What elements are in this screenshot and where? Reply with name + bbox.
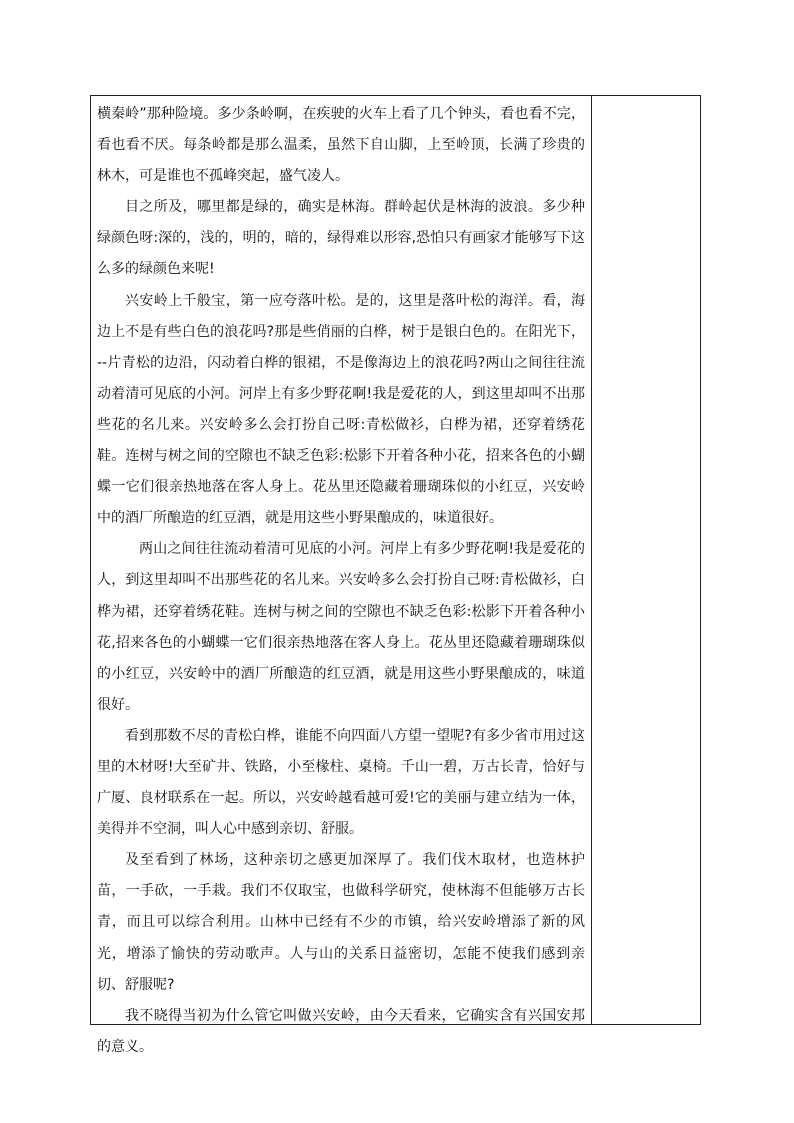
paragraph-4: 两山之间往往流动着清可见底的小河。河岸上有多少野花啊!我是爱花的人，到这里却叫不出那些花的名儿来。兴安岭多么会打扮自己呀:青松做衫，白桦为裙，还穿着绣花鞋。连树与树之间的空隙也不缺乏色彩:松影下开着各种小花,招来各色的小蝴蝶一它们很亲热地落在客人身上。花丛里还隐藏着珊瑚珠似的小红豆，兴安岭中的酒厂所酿造的红豆酒，就是用这些小野果酿成的，味道很好。 (97, 541, 585, 713)
paragraph-2: 目之所及，哪里都是绿的，确实是林海。群岭起伏是林海的波浪。多少种绿颜色呀:深的，浅的，明的，暗的，绿得难以形容,恐怕只有画家才能够写下这么多的绿颜色来呢! (97, 199, 585, 278)
paragraph-5: 看到那数不尽的青松白桦，谁能不向四面八方望一望呢?有多少省市用过这里的木材呀!大至矿井、铁路，小至椽柱、桌椅。千山一碧，万古长青，恰好与广厦、良材联系在一起。所以，兴安岭越看越可爱!它的美丽与建立结为一体，美得并不空洞，叫人心中感到亲切、舒服。 (97, 727, 585, 838)
notes-cell (592, 96, 700, 1024)
paragraph-6: 及至看到了林场，这种亲切之感更加深厚了。我们伐木取材，也造林护苗，一手砍，一手栽。我们不仅取宝，也做科学研究，使林海不但能够万古长青，而且可以综合利用。山林中已经有不少的市镇，给兴安岭增添了新的风光，增添了愉快的劳动歌声。人与山的关系日益密切，怎能不使我们感到亲切、舒服呢? (97, 852, 585, 993)
paragraph-3: 兴安岭上千般宝，第一应夸落叶松。是的，这里是落叶松的海洋。看，海边上不是有些白色的浪花吗?那是些俏丽的白桦，树于是银白色的。在阳光下，--片青松的边沿，闪动着白桦的银裙，不是像海边上的浪花吗?两山之间往往流动着清可见底的小河。河岸上有多少野花啊!我是爱花的人，到这里却叫不出那些花的名儿来。兴安岭多么会打扮自己呀:青松做衫，白桦为裙，还穿着绣花鞋。连树与树之间的空隙也不缺乏色彩:松影下开着各种小花，招来各色的小蝴蝶一它们很亲热地落在客人身上。花丛里还隐藏着珊瑚珠似的小红豆，兴安岭中的酒厂所酿造的红豆酒，就是用这些小野果酿成的，味道很好。 (97, 292, 585, 527)
content-table (90, 95, 701, 1055)
paragraph-7: 我不晓得当初为什么管它叫做兴安岭，由今天看来，它确实含有兴国安邦的意义。 (97, 1007, 585, 1055)
paragraph-1: 横秦岭”那种险境。多少条岭啊，在疾驶的火车上看了几个钟头，看也看不完，看也看不厌。每条岭都是那么温柔，虽然下自山脚，上至岭顶，长满了珍贵的林木，可是谁也不孤峰突起，盛气凌人。 (97, 106, 585, 185)
text-cell (91, 96, 591, 1055)
